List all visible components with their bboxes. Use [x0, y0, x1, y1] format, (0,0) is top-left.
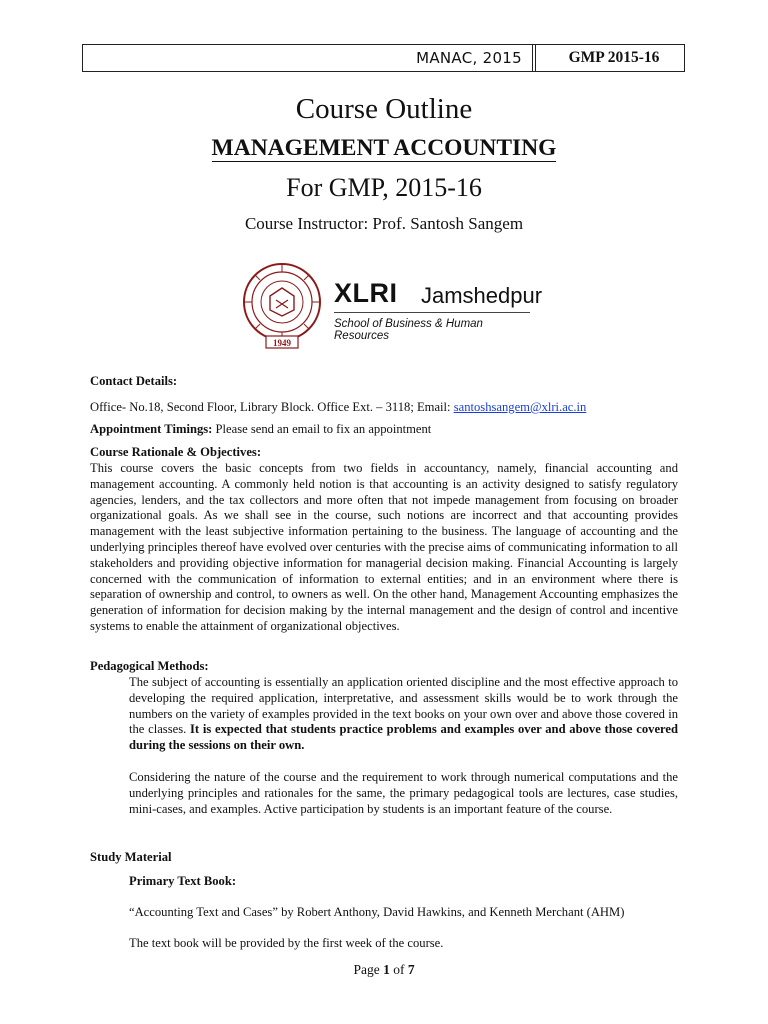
pedagogy-para1-text: The subject of accounting is essentially an application oriented discipline and the most effective approach to developing the required application, interpretative, and assessment skills would be to work through the numbers on the variety of examples provided in the text books on your own over and above those covered in the classes.: [129, 675, 678, 737]
study-heading: Study Material: [90, 850, 172, 864]
logo-city: Jamshedpur: [421, 283, 543, 308]
program-title: For GMP, 2015-16: [286, 173, 482, 202]
of-word: of: [389, 962, 408, 977]
primary-text-book: “Accounting Text and Cases” by Robert Anthony, David Hawkins, and Kenneth Merchant (AHM): [129, 905, 625, 919]
logo-tagline: School of Business & Human Resources: [334, 318, 483, 342]
pedagogy-para2: Considering the nature of the course and the requirement to work through numerical computations and the underlying principles and rationales for the same, the primary pedagogical tools are lectures, case studies, mini-cases, and examples. Active participation by students is an important feature of the course.: [129, 770, 678, 816]
course-name: [0, 135, 768, 162]
contact-heading: Contact Details:: [90, 374, 178, 388]
course-instructor: Course Instructor: Prof. Santosh Sangem: [244, 214, 524, 233]
pedagogy-para1-emphasis: It is expected that students practice problems and examples over and above those covered during the sessions on their own.: [129, 722, 678, 753]
page-total: 7: [407, 962, 415, 977]
logo-rule: [334, 312, 530, 313]
seal-year: 1949: [273, 338, 291, 348]
header-course-code: MANAC, 2015: [416, 49, 522, 67]
contact-office: [90, 400, 690, 416]
logo-name: XLRI: [334, 278, 398, 308]
office-text: Office- No.18, Second Floor, Library Block. Office Ext. – 3118; Email:: [90, 400, 454, 414]
page-word: Page: [353, 962, 384, 977]
rationale-heading: Course Rationale & Objectives:: [90, 445, 262, 459]
header-program: GMP 2015-16: [568, 49, 660, 66]
email-link[interactable]: santoshsangem@xlri.ac.in: [453, 400, 587, 414]
header-left-cell: [83, 45, 533, 71]
page-number: [0, 962, 768, 978]
textbook-note: The text book will be provided by the first week of the course.: [129, 936, 444, 950]
xlri-seal-icon: [236, 260, 328, 352]
appointment-line: [90, 422, 690, 438]
pedagogy-heading: Pedagogical Methods:: [90, 659, 209, 673]
xlri-logo: [236, 260, 543, 352]
page-current: 1: [383, 962, 390, 977]
course-name-text: MANAGEMENT ACCOUNTING: [211, 135, 557, 161]
primary-text-heading: Primary Text Book:: [129, 874, 237, 888]
appointment-label: Appointment Timings:: [90, 422, 213, 436]
page-title: Course Outline: [295, 93, 473, 125]
appointment-text: Please send an email to fix an appointment: [212, 422, 432, 436]
rationale-body: This course covers the basic concepts from two fields in accountancy, namely, financial accounting and management accounting. A commonly held notion is that accounting is an activity designed to satisfy regulatory agencies, lenders, and the tax collectors and more often that not impede management from focusing on broader organizational goals. As we shall see in the course, such notions are incorrect and that accounting provides management with the least subjective information pertaining to the business. The language of accounting and the underlying principles thereof have evolved over centuries with the precise aims of communicating information to all stakeholders and providing objective information for managerial decision making. Financial Accounting is largely concerned with the communication of information to external entities; and in an environment where there is separation of ownership and control, to owners as well. On the other hand, Management Accounting emphasizes the generation of information for decision making by the internal management and the design of control and incentive systems to enable the attainment of organizational objectives.: [90, 461, 678, 633]
header-divider: [535, 45, 538, 71]
pedagogy-para1: [129, 675, 678, 754]
running-header: [82, 44, 685, 72]
